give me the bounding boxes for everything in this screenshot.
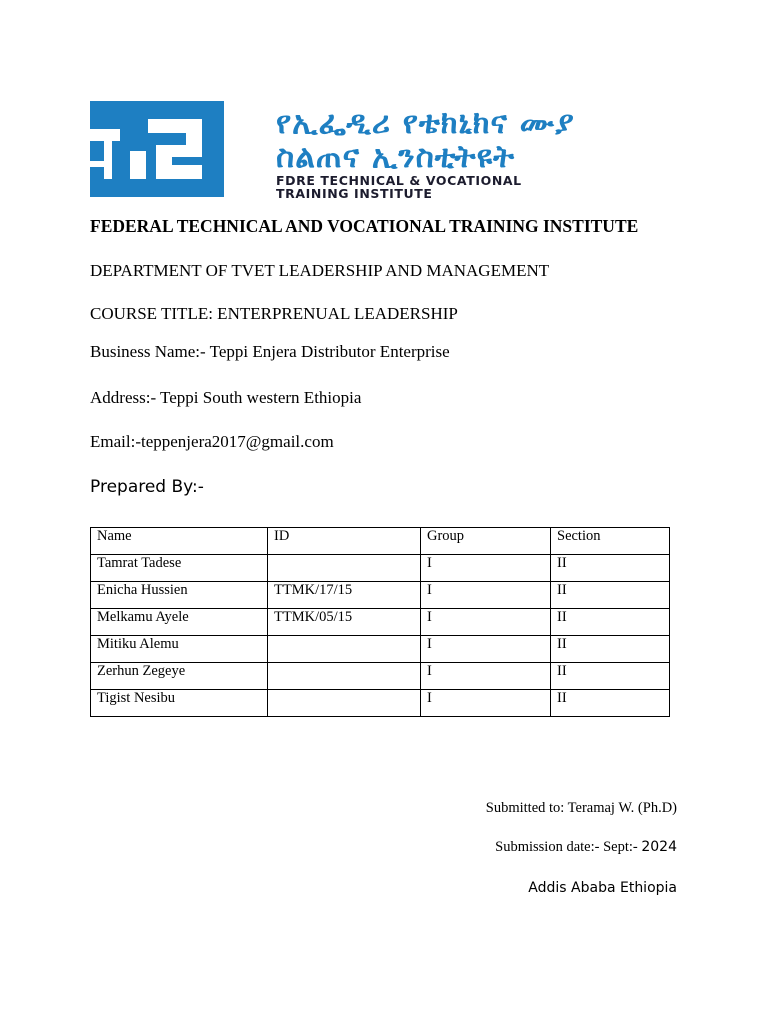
submission-date bbox=[495, 839, 677, 856]
submission-year: 2024 bbox=[641, 839, 677, 855]
cell-group: I bbox=[421, 636, 551, 663]
cell-name: Enicha Hussien bbox=[91, 582, 268, 609]
institute-logotype bbox=[276, 106, 676, 200]
cell-group: I bbox=[421, 609, 551, 636]
submitted-to: Submitted to: Teramaj W. (Ph.D) bbox=[485, 800, 677, 816]
cell-section: II bbox=[551, 555, 670, 582]
header-section: Section bbox=[551, 528, 670, 555]
amharic-name-line2: ስልጠና ኢንስቲትዩት bbox=[276, 139, 516, 175]
cell-id: TTMK/05/15 bbox=[268, 609, 421, 636]
email: Email:-teppenjera2017@gmail.com bbox=[90, 432, 334, 451]
cell-name: Tigist Nesibu bbox=[91, 690, 268, 717]
cell-group: I bbox=[421, 582, 551, 609]
cell-group: I bbox=[421, 555, 551, 582]
english-name-line2: TRAINING INSTITUTE bbox=[276, 186, 433, 201]
cell-group: I bbox=[421, 663, 551, 690]
department-name: DEPARTMENT OF TVET LEADERSHIP AND MANAGEMENT bbox=[90, 261, 550, 280]
table-row bbox=[91, 555, 670, 582]
members-table bbox=[90, 527, 670, 717]
cell-id: TTMK/17/15 bbox=[268, 582, 421, 609]
prepared-by-heading: Prepared By:- bbox=[90, 477, 204, 497]
table-row bbox=[91, 636, 670, 663]
header-group: Group bbox=[421, 528, 551, 555]
table-row bbox=[91, 663, 670, 690]
fdre-tvti-logo bbox=[90, 101, 224, 197]
cell-id bbox=[268, 663, 421, 690]
amharic-name-line1: የኢፌዲሪ የቴክኒክና ሙያ bbox=[276, 105, 575, 141]
cell-section: II bbox=[551, 582, 670, 609]
course-title: COURSE TITLE: ENTERPRENUAL LEADERSHIP bbox=[90, 304, 458, 323]
cell-section: II bbox=[551, 663, 670, 690]
submission-date-label: Submission date:- Sept:- bbox=[495, 839, 642, 855]
cell-name: Melkamu Ayele bbox=[91, 609, 268, 636]
cell-section: II bbox=[551, 636, 670, 663]
cell-section: II bbox=[551, 690, 670, 717]
cell-name: Zerhun Zegeye bbox=[91, 663, 268, 690]
cell-name: Tamrat Tadese bbox=[91, 555, 268, 582]
english-name-line1: FDRE TECHNICAL & VOCATIONAL bbox=[276, 173, 522, 188]
cell-section: II bbox=[551, 609, 670, 636]
table-header-row bbox=[91, 528, 670, 555]
submission-place: Addis Ababa Ethiopia bbox=[528, 880, 677, 896]
cell-name: Mitiku Alemu bbox=[91, 636, 268, 663]
table-row bbox=[91, 582, 670, 609]
business-name: Business Name:- Teppi Enjera Distributor Enterprise bbox=[90, 342, 450, 361]
header-name: Name bbox=[91, 528, 268, 555]
cell-id bbox=[268, 690, 421, 717]
cell-group: I bbox=[421, 690, 551, 717]
address: Address:- Teppi South western Ethiopia bbox=[90, 388, 362, 407]
cell-id bbox=[268, 555, 421, 582]
table-row bbox=[91, 690, 670, 717]
cell-id bbox=[268, 636, 421, 663]
institute-title: FEDERAL TECHNICAL AND VOCATIONAL TRAINING INSTITUTE bbox=[90, 216, 639, 236]
header-id: ID bbox=[268, 528, 421, 555]
table-row bbox=[91, 609, 670, 636]
